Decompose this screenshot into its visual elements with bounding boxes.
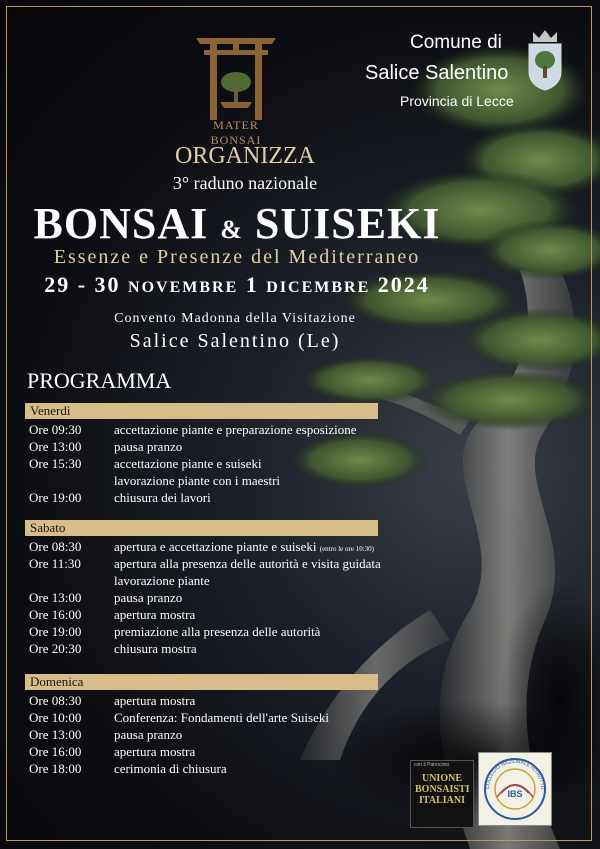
collegio-text: COLLEGIO NAZIONALE ISTRUTTO <box>484 758 546 790</box>
row-time: Ore 15:30 <box>29 456 82 471</box>
row-time: Ore 11:30 <box>29 556 81 571</box>
row-time: Ore 13:00 <box>29 590 82 605</box>
title-suiseki: SUISEKI <box>242 199 441 248</box>
town-crest-icon <box>525 28 565 92</box>
date-day3: 1 <box>238 272 267 297</box>
title-ampersand: & <box>220 215 243 244</box>
row-desc: lavorazione piante <box>114 573 210 588</box>
event-subtitle: Essenze e Presenze del Mediterraneo <box>53 246 421 268</box>
row-note: (entro le ore 10:30) <box>319 545 374 553</box>
row-desc: pausa pranzo <box>114 590 183 605</box>
row-time: Ore 13:00 <box>29 439 82 454</box>
row-time: Ore 08:30 <box>29 693 82 708</box>
date-year: 2024 <box>370 272 430 297</box>
date-month1: NOVEMBRE <box>128 279 239 296</box>
row-desc: apertura mostra <box>114 607 196 622</box>
day-header-venerdi: Venerdì <box>25 403 378 419</box>
row-time: Ore 09:30 <box>29 422 82 437</box>
row-time: Ore 20:30 <box>29 641 82 656</box>
row-desc: pausa pranzo <box>114 727 183 742</box>
torii-gate-icon <box>190 30 282 120</box>
collegio-seal-icon <box>479 753 551 825</box>
event-title <box>22 198 452 249</box>
date-days: 29 - 30 <box>44 272 129 297</box>
row-desc: pausa pranzo <box>114 439 183 454</box>
row-desc: lavorazione piante con i maestri <box>114 473 281 488</box>
row-desc-text: apertura e accettazione piante e suiseki <box>114 539 317 554</box>
venue-city: Salice Salentino (Le) <box>129 330 341 352</box>
logo-text: MATER BONSAI <box>210 118 262 147</box>
row-desc: Conferenza: Fondamenti dell'arte Suiseki <box>114 710 329 725</box>
row-desc: accettazione piante e suiseki <box>114 456 262 471</box>
row-time: Ore 16:00 <box>29 607 82 622</box>
row-desc: accettazione piante e preparazione esposizione <box>114 422 357 437</box>
row-time: Ore 08:30 <box>29 539 82 554</box>
row-desc: premiazione alla presenza delle autorità <box>114 624 321 639</box>
comune-line3: Provincia di Lecce <box>400 93 514 109</box>
row-desc: apertura mostra <box>114 744 196 759</box>
patrocinio-caption: con il Patrocinio <box>414 762 450 768</box>
row-time: Ore 19:00 <box>29 624 82 639</box>
row-desc: apertura mostra <box>114 693 196 708</box>
row-time: Ore 16:00 <box>29 744 82 759</box>
row-desc: chiusura dei lavori <box>114 490 211 505</box>
collegio-abbr: IBS <box>507 789 523 799</box>
title-bonsai: BONSAI <box>33 199 221 248</box>
day-header-domenica: Domenica <box>25 674 378 690</box>
ubi-logo <box>410 760 474 828</box>
ubi-text: UNIONE BONSAISTI ITALIANI <box>415 773 470 806</box>
comune-line2: Salice Salentino <box>365 62 509 84</box>
row-desc: cerimonia di chiusura <box>114 761 227 776</box>
row-time: Ore 13:00 <box>29 727 82 742</box>
row-desc: chiusura mostra <box>114 641 197 656</box>
day-header-sabato: Sabato <box>25 520 378 536</box>
comune-line1: Comune di <box>410 32 502 53</box>
row-time: Ore 18:00 <box>29 761 82 776</box>
mater-bonsai-logo <box>190 30 282 147</box>
date-month2: DICEMBRE <box>266 279 371 296</box>
raduno-label: 3° raduno nazionale <box>172 173 318 193</box>
row-time: Ore 19:00 <box>29 490 82 505</box>
row-desc: apertura alla presenza delle autorità e visita guidata <box>114 556 381 571</box>
collegio-logo <box>478 752 552 826</box>
organizza-label: ORGANIZZA <box>175 143 315 169</box>
event-dates <box>22 272 452 298</box>
row-time: Ore 10:00 <box>29 710 82 725</box>
programma-title: PROGRAMMA <box>27 368 172 393</box>
venue-name: Convento Madonna della Visitazione <box>114 311 356 326</box>
